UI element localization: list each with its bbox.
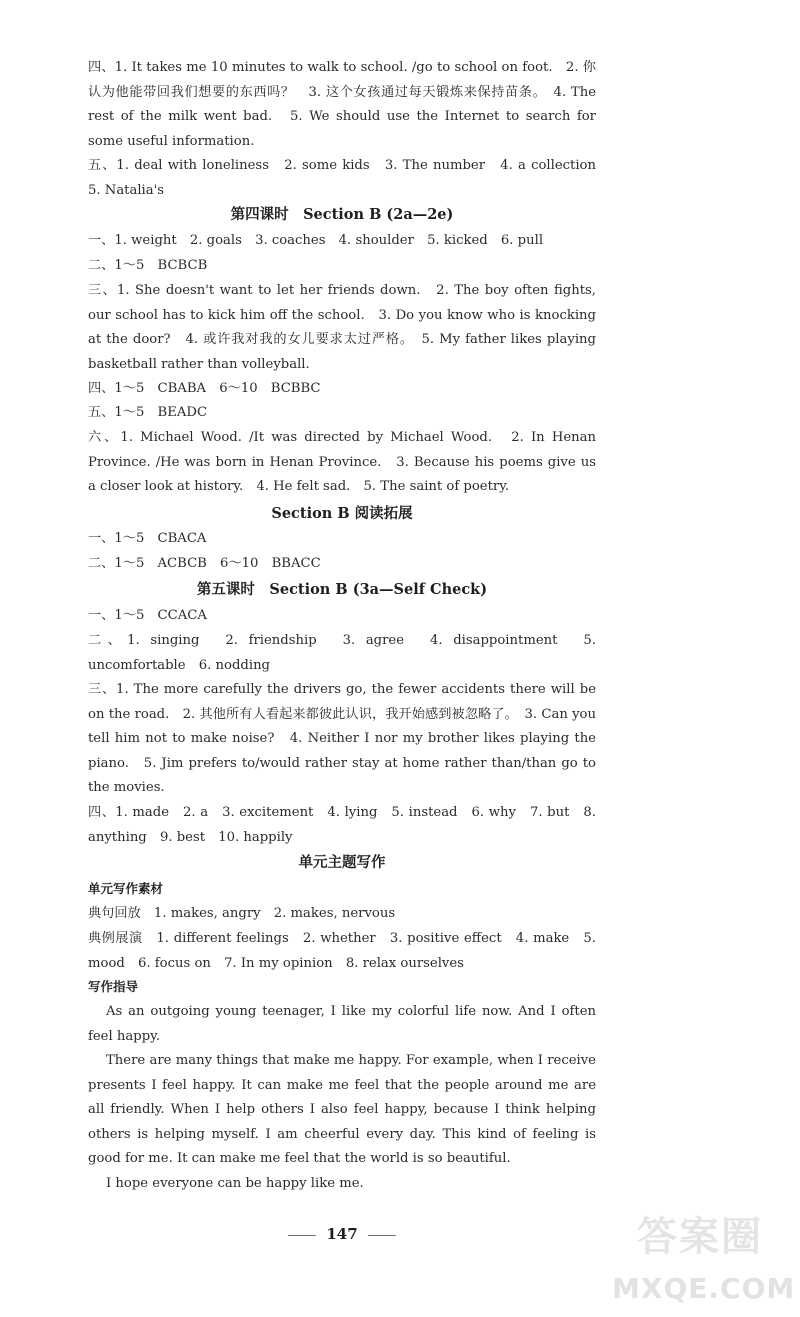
lesson-5-heading: 第五课时 Section B (3a—Self Check) [196,581,488,598]
writing-material-label: 单元写作素材 [88,881,164,896]
example-practice: 典例展演 1. different feelings 2. whether 3. positive effect 4. make 5. mood 6. focus on 7. In my opinion 8. relax ourselves [88,931,596,971]
reading-extension-heading: Section B 阅读拓展 [271,505,413,522]
lesson-5-answer-1: 一、1～5 CCACA [88,608,207,623]
unit-writing-heading: 单元主题写作 [298,854,386,871]
lesson-5-answer-4: 四、1. made 2. a 3. excitement 4. lying 5. instead 6. why 7. but 8. anything 9. best 10. happily [88,805,596,845]
answer-block-4-unit-section-a: 四、1. It takes me 10 minutes to walk to school. /go to school on foot. 2. 你认为他能带回我们想要的东西吗？ 3. 这个女孩通过每天锻炼来保持苗条。 4. The rest of the milk went bad. 5. We should use the Internet to search for some useful information. [88,60,596,149]
writing-guidance-label: 写作指导 [88,979,139,994]
reading-extension-answer-2: 二、1～5 ACBCB 6～10 BBACC [88,556,321,571]
key-sentences-review: 典句回放 1. makes, angry 2. makes, nervous [88,906,396,921]
lesson-4-answer-1: 一、1. weight 2. goals 3. coaches 4. shoulder 5. kicked 6. pull [88,233,544,248]
lesson-5-answer-2: 二、1. singing 2. friendship 3. agree 4. disappointment 5. uncomfortable 6. nodding [88,633,596,673]
watermark-site: MXQE.COM [612,1272,796,1305]
lesson-4-answer-5: 五、1～5 BEADC [88,405,208,420]
reading-extension-answer-1: 一、1～5 CBACA [88,531,207,546]
essay-paragraph-3: I hope everyone can be happy like me. [106,1176,364,1191]
lesson-5-answer-3: 三、1. The more carefully the drivers go, the fewer accidents there will be on the road. 2. 其他所有人看起来都彼此认识，我开始感到被忽略了。 3. Can you tell him not to make noise? 4. Neither I nor my brother likes playing the piano. 5. Jim prefers to/would rather stay at home rather than/than go to the movies. [88,682,596,796]
page-number-dash-left [288,1235,316,1236]
watermark-logo: 答案圈 [637,1213,763,1260]
answer-block-5-unit-section-a: 五、1. deal with loneliness 2. some kids 3. The number 4. a collection 5. Natalia's [88,158,610,198]
lesson-4-heading: 第四课时 Section B (2a—2e) [230,206,454,223]
page-number [0,1222,684,1246]
lesson-4-answer-2: 二、1～5 BCBCB [88,258,208,273]
lesson-4-answer-4: 四、1～5 CBABA 6～10 BCBBC [88,381,321,396]
lesson-4-answer-6: 六、1. Michael Wood. /It was directed by Michael Wood. 2. In Henan Province. /He was born in Henan Province. 3. Because his poems give us a closer look at history. 4. He felt sad. 5. The saint of poetry. [88,430,596,495]
page-number-dash-right [368,1235,396,1236]
page-number-value: 147 [326,1225,358,1243]
watermark [612,1198,796,1310]
essay-paragraph-2: There are many things that make me happy. For example, when I receive presents I feel happy. It can make me feel that the people around me are all friendly. When I help others I also feel happy, because I think helping others is helping myself. I am cheerful every day. This kind of feeling is good for me. It can make me feel that the world is so beautiful. [88,1053,596,1167]
lesson-4-answer-3: 三、1. She doesn't want to let her friends down. 2. The boy often fights, our school has to kick him off the school. 3. Do you know who is knocking at the door? 4. 或许我对我的女儿要求太过严格。 5. My father likes playing basketball rather than volleyball. [88,283,596,372]
essay-paragraph-1: As an outgoing young teenager, I like my colorful life now. And I often feel happy. [88,1004,596,1044]
